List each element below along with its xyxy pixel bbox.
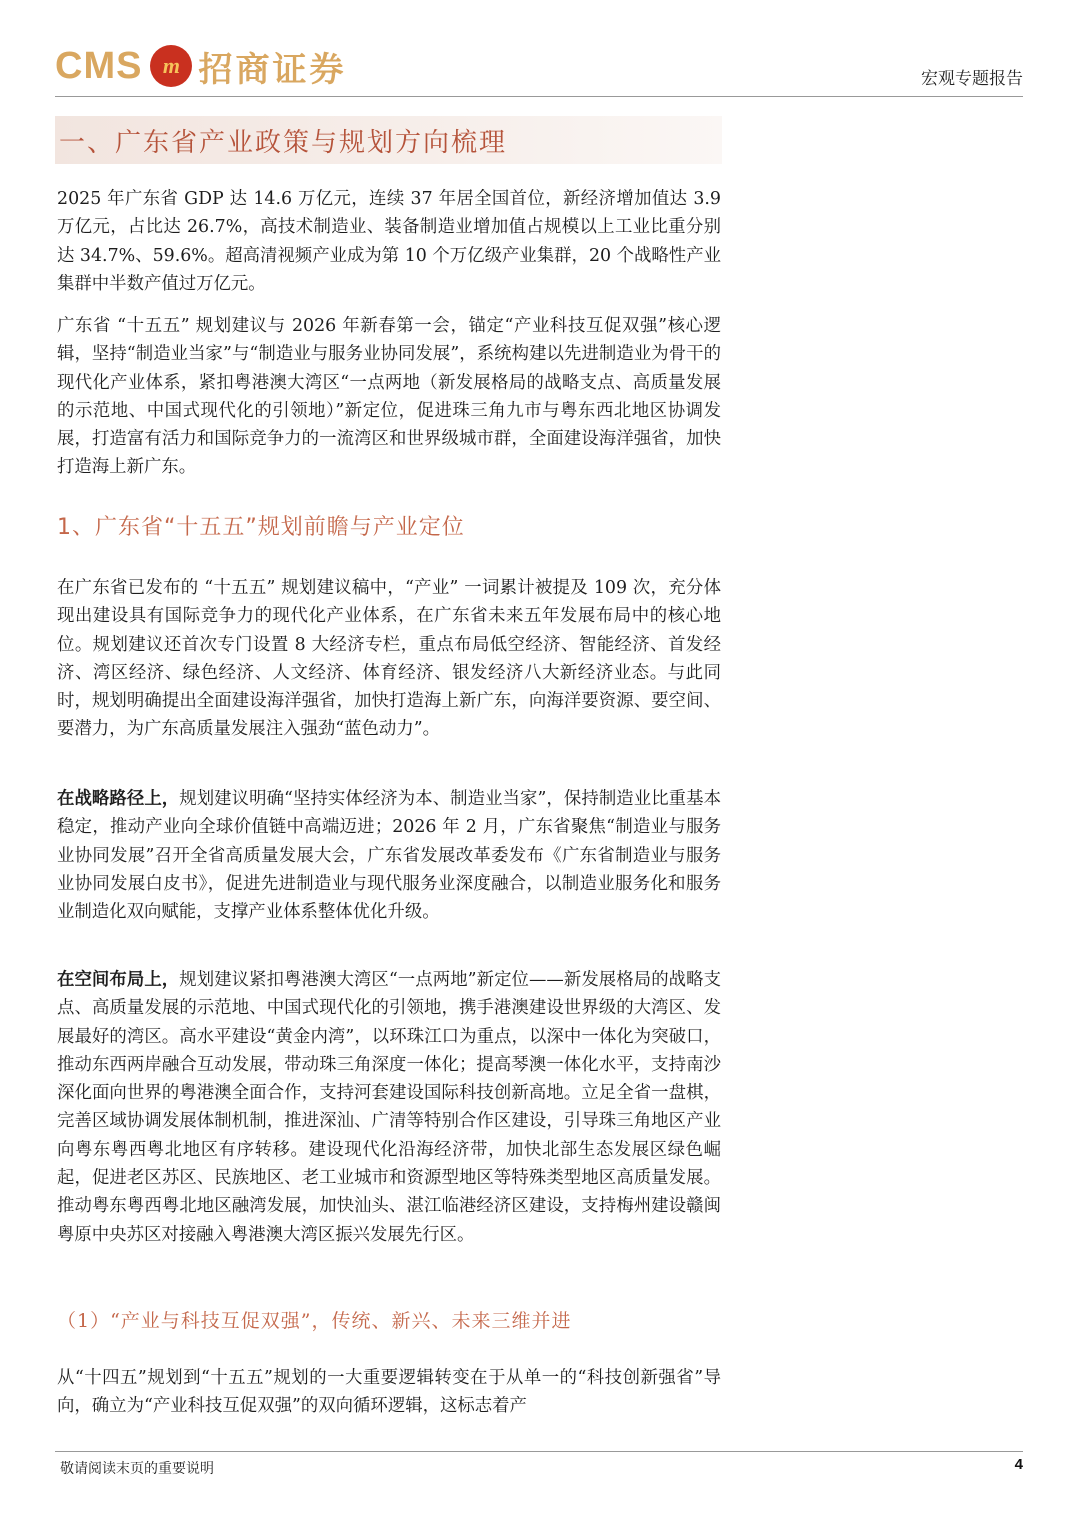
- logo-seal-icon: m: [150, 45, 192, 87]
- page-header: [55, 38, 1023, 96]
- h3-title: （1）“产业与科技互促双强”，传统、新兴、未来三维并进: [57, 1310, 572, 1332]
- body-paragraph-4: 从“十四五”规划到“十五五”规划的一大重要逻辑转变在于从单一的“科技创新强省”导向，确立为“产业科技互促双强”的双向循环逻辑，这标志着产: [57, 1368, 721, 1417]
- paragraph-text: 在广东省已发布的 “十五五” 规划建议稿中，“产业” 一词累计被提及 109 次，充分体现出建设具有国际竞争力的现代化产业体系，在广东省未来五年发展布局中的核心地位。规划建议还首次专门设置 8 大经济专栏，重点布局低空经济、智能经济、首发经济、湾区经济、绿色经济、人文经济、体育经济、银发经济八大新经济业态。与此同时，规划明确提出全面建设海洋强省，加快打造海上新广东，向海洋要资源、要空间、要潜力，为广东高质量发展注入强劲“蓝色动力”。: [57, 578, 721, 740]
- report-type-label: 宏观专题报告: [921, 69, 1023, 89]
- body-paragraph-1: [57, 574, 721, 744]
- header-divider: [55, 96, 1023, 97]
- paragraph-text: 规划建议明确“坚持实体经济为本、制造业当家”，保持制造业比重基本稳定，推动产业向全球价值链中高端迈进；2026 年 2 月，广东省聚焦“制造业与服务业协同发展”召开全省高质量发展大会，广东省发展改革委发布《广东省制造业与服务业协同发展白皮书》，促进先进制造业与现代服务业深度融合，以制造业服务化和服务业制造化双向赋能，支撑产业体系整体优化升级。: [57, 789, 721, 923]
- page-number: 4: [1014, 1456, 1023, 1473]
- footer-note: 敬请阅读末页的重要说明: [60, 1461, 214, 1477]
- paragraph-lead: 在空间布局上，: [57, 970, 180, 990]
- logo-latin-text: CMS: [55, 44, 143, 87]
- intro-paragraph-2: 广东省 “十五五” 规划建议与 2026 年新春第一会，锚定“产业科技互促双强”核心逻辑，坚持“制造业当家”与“制造业与服务业协同发展”，系统构建以先进制造业为骨干的现代化产业体系，紧扣粤港澳大湾区“一点两地（新发展格局的战略支点、高质量发展的示范地、中国式现代化的引领地）”新定位，促进珠三角九市与粤东西北地区协调发展，打造富有活力和国际竞争力的一流湾区和世界级城市群，全面建设海洋强省，加快打造海上新广东。: [57, 316, 721, 478]
- intro-paragraph-1: 2025 年广东省 GDP 达 14.6 万亿元，连续 37 年居全国首位，新经济增加值达 3.9 万亿元，占比达 26.7%，高技术制造业、装备制造业增加值占规模以上工业比重分别达 34.7%、59.6%。超高清视频产业成为第 10 个万亿级产业集群，20 个战略性产业集群中半数产值过万亿元。: [57, 189, 721, 294]
- subsection-title: 1、广东省“十五五”规划前瞻与产业定位: [57, 515, 465, 540]
- section-title: 一、广东省产业政策与规划方向梳理: [55, 116, 722, 164]
- cms-logo: [55, 44, 346, 88]
- body-paragraph-2: [57, 785, 721, 926]
- footer-divider: [55, 1451, 1023, 1452]
- paragraph-text: 规划建议紧扣粤港澳大湾区“一点两地”新定位——新发展格局的战略支点、高质量发展的示范地、中国式现代化的引领地，携手港澳建设世界级的大湾区、发展最好的湾区。高水平建设“黄金内湾”，以环珠江口为重点，以深中一体化为突破口，推动东西两岸融合互动发展，带动珠三角深度一体化；提高琴澳一体化水平，支持南沙深化面向世界的粤港澳全面合作，支持河套建设国际科技创新高地。立足全省一盘棋，完善区域协调发展体制机制，推进深汕、广清等特别合作区建设，引导珠三角地区产业向粤东粤西粤北地区有序转移。建设现代化沿海经济带，加快北部生态发展区绿色崛起，促进老区苏区、民族地区、老工业城市和资源型地区等特殊类型地区高质量发展。推动粤东粤西粤北地区融湾发展，加快汕头、湛江临港经济区建设，支持梅州建设赣闽粤原中央苏区对接融入粤港澳大湾区振兴发展先行区。: [57, 970, 721, 1245]
- paragraph-lead: 在战略路径上，: [57, 789, 180, 809]
- logo-chinese-text: 招商证券: [198, 49, 347, 90]
- body-paragraph-3: [57, 966, 721, 1249]
